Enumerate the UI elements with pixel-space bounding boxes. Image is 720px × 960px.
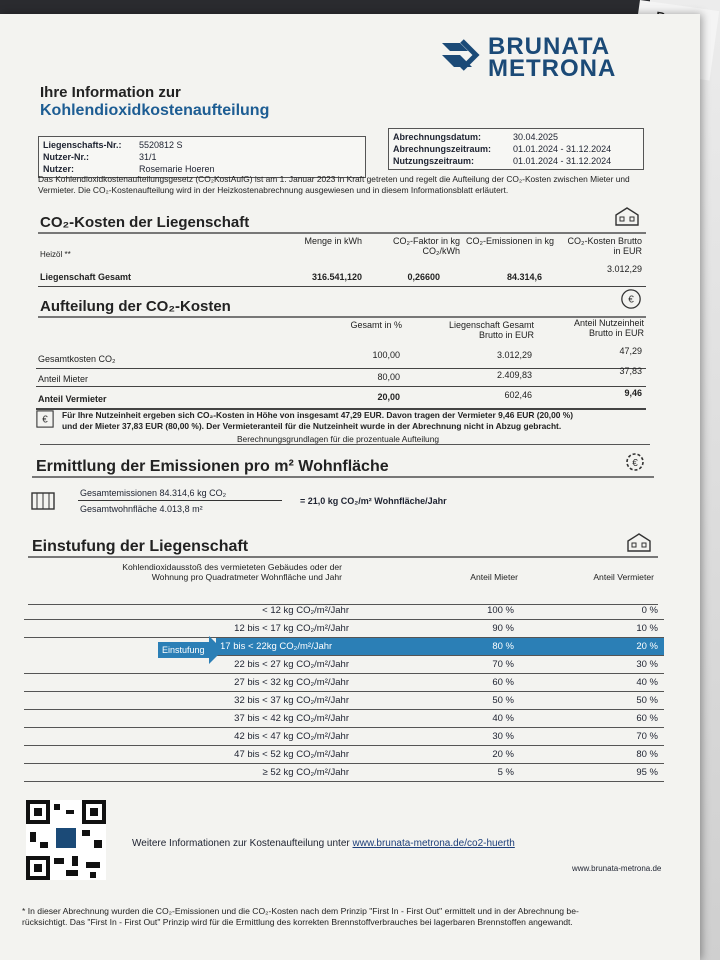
svg-text:€: € — [632, 458, 638, 469]
value-unit: 9,46 — [624, 388, 642, 398]
section-emissions-title: Ermittlung der Emissionen pro m² Wohnfläche — [36, 458, 389, 475]
mieter-cell: 5 % — [497, 767, 514, 778]
qr-code — [26, 800, 106, 880]
value-unit: 37,83 — [619, 366, 642, 376]
table-row — [38, 264, 646, 287]
vermieter-cell: 60 % — [636, 713, 658, 724]
brand-line-2: METRONA — [488, 55, 617, 82]
section-divider — [32, 476, 654, 478]
table-row — [36, 390, 646, 410]
vermieter-cell: 70 % — [636, 731, 658, 742]
value-factor: 0,26600 — [407, 272, 440, 282]
value-pct: 80,00 — [377, 372, 400, 382]
mieter-cell: 40 % — [492, 713, 514, 724]
value-costs: 3.012,29 — [606, 264, 642, 274]
einstufung-marker — [158, 636, 223, 664]
info-label: Liegenschafts-Nr.: — [43, 140, 122, 150]
info-label: Nutzer-Nr.: — [43, 152, 90, 162]
mieter-cell: 50 % — [492, 695, 514, 706]
vermieter-cell: 20 % — [636, 641, 658, 652]
col-header-costs: CO₂-Kosten Brutto in EUR — [567, 236, 642, 256]
more-info-label: Weitere Informationen zur Kostenaufteilung unter — [132, 838, 353, 849]
range-cell: 27 bis < 32 kg CO₂/m²/Jahr — [234, 677, 349, 688]
range-cell: ≥ 52 kg CO₂/m²/Jahr — [262, 767, 349, 778]
value-total: 3.012,29 — [496, 350, 532, 360]
info-value: 31/1 — [139, 152, 157, 162]
result-note-line-1: Für Ihre Nutzeinheit ergeben sich CO₂-Kosten in Höhe von insgesamt 47,29 EUR. Davon tragen der Vermieter 9,46 EUR (20,00 %) — [62, 410, 574, 420]
page-title — [40, 84, 269, 120]
result-note — [62, 410, 662, 432]
vermieter-cell: 10 % — [636, 623, 658, 634]
col-header-total: Liegenschaft Gesamt Brutto in EUR — [448, 320, 534, 340]
vermieter-cell: 40 % — [636, 677, 658, 688]
range-cell: 32 bis < 37 kg CO₂/m²/Jahr — [234, 695, 349, 706]
row-label: Liegenschaft Gesamt — [40, 272, 132, 282]
info-value: 5520812 S — [139, 140, 183, 150]
table-row — [24, 728, 664, 746]
vermieter-cell: 95 % — [636, 767, 658, 778]
fuel-type: Heizöl ** — [40, 250, 71, 259]
formula-denominator: Gesamtwohnfläche 4.013,8 m² — [80, 504, 203, 514]
range-cell: 12 bis < 17 kg CO₂/m²/Jahr — [234, 623, 349, 634]
range-cell: 42 bis < 47 kg CO₂/m²/Jahr — [234, 731, 349, 742]
footnote-line-2: rücksichtigt. Das "First In - First Out" Prinzip wird für die Ermittlung des korrekten Brennstoffverbrauches bei lagerbaren Brennstoffen angewandt. — [22, 917, 573, 927]
info-value: Rosemarie Hoeren — [139, 164, 215, 174]
value-pct: 100,00 — [372, 350, 400, 360]
value-pct: 20,00 — [377, 392, 400, 402]
vermieter-cell: 30 % — [636, 659, 658, 670]
more-info-text — [132, 838, 515, 849]
info-link[interactable]: www.brunata-metrona.de/co2-huerth — [352, 838, 515, 849]
document-sheet — [0, 14, 700, 960]
info-label: Abrechnungsdatum: — [393, 132, 482, 142]
info-label: Abrechnungszeitraum: — [393, 144, 492, 154]
value-menge: 316.541,120 — [311, 272, 362, 282]
mieter-cell: 30 % — [492, 731, 514, 742]
result-note-line-2: und der Mieter 37,83 EUR (80,00 %). Der Vermieteranteil für die Nutzeinheit wurde in der Abrechnung nicht in Abzug gebracht. — [62, 421, 562, 431]
formula-fraction-line — [78, 500, 282, 501]
house-icon — [626, 532, 652, 552]
section-divider — [28, 556, 658, 558]
basis-caption: Berechnungsgrundlagen für die prozentuale Aufteilung — [236, 434, 440, 444]
info-value: 01.01.2024 - 31.12.2024 — [513, 144, 612, 154]
col-header-emissions: CO₂-Emissionen in kg — [465, 236, 554, 246]
range-cell: 17 bis < 22kg CO₂/m²/Jahr — [220, 641, 333, 652]
col-header-mieter: Anteil Mieter — [470, 572, 518, 582]
title-line-1: Ihre Information zur — [40, 84, 181, 101]
intro-paragraph: Das Kohlendioxidkostenaufteilungsgesetz (CO₂KostAufG) ist am 1. Januar 2023 in Kraft getreten und regelt die Aufteilung der CO₂-Kosten zwischen Mieter und Vermieter. Die CO₂-Kostenaufteilung wird in der Heizkostenabrechnung ausgewiesen und in diesem Informationsblatt erläutert. — [38, 174, 630, 195]
col-header-range: Kohlendioxidausstoß des vermieteten Gebäudes oder der Wohnung pro Quadratmeter Wohnfläche und Jahr — [122, 562, 342, 582]
range-cell: < 12 kg CO₂/m²/Jahr — [262, 605, 349, 616]
value-emissions: 84.314,6 — [506, 272, 542, 282]
formula-numerator: Gesamtemissionen 84.314,6 kg CO₂ — [80, 488, 227, 498]
row-label: Anteil Vermieter — [38, 394, 107, 404]
table-row — [24, 656, 664, 674]
info-value: 30.04.2025 — [513, 132, 559, 142]
svg-text:€: € — [42, 414, 48, 426]
section-classification-title: Einstufung der Liegenschaft — [32, 538, 249, 555]
info-box-right — [388, 128, 644, 170]
range-cell: 47 bis < 52 kg CO₂/m²/Jahr — [234, 749, 349, 760]
info-value: 01.01.2024 - 31.12.2024 — [513, 156, 612, 166]
mieter-cell: 80 % — [492, 641, 514, 652]
house-icon — [614, 206, 640, 226]
distribution-header — [38, 318, 646, 342]
footnote-line-1: * In dieser Abrechnung wurden die CO₂-Emissionen und die CO₂-Kosten nach dem Prinzip "First In - First Out" ermittelt und in der Abrechnung be- — [22, 906, 579, 916]
col-header-menge: Menge in kWh — [304, 236, 362, 246]
einstufung-label: Einstufung — [158, 642, 209, 658]
table-row — [24, 764, 664, 782]
vermieter-cell: 0 % — [641, 605, 658, 616]
mieter-cell: 90 % — [492, 623, 514, 634]
brunata-logo-icon — [438, 37, 480, 79]
basis-divider — [40, 444, 650, 445]
col-header-vermieter: Anteil Vermieter — [593, 572, 654, 582]
table-row — [24, 746, 664, 764]
col-header-factor: CO₂-Faktor in kg CO₂/kWh — [392, 236, 460, 256]
website: www.brunata-metrona.de — [572, 864, 662, 873]
value-total: 602,46 — [504, 390, 532, 400]
value-unit: 47,29 — [619, 346, 642, 356]
info-box-left — [38, 136, 366, 178]
col-header-pct: Gesamt in % — [350, 320, 402, 330]
classification-header — [28, 560, 658, 596]
info-label: Nutzungszeitraum: — [393, 156, 474, 166]
mieter-cell: 20 % — [492, 749, 514, 760]
range-cell: 22 bis < 27 kg CO₂/m²/Jahr — [234, 659, 349, 670]
mieter-cell: 60 % — [492, 677, 514, 688]
vermieter-cell: 50 % — [636, 695, 658, 706]
value-total: 2.409,83 — [496, 370, 532, 380]
title-line-2: Kohlendioxidkostenaufteilung — [40, 102, 270, 119]
table-row — [24, 674, 664, 692]
footnote — [22, 906, 682, 928]
radiator-icon — [30, 490, 56, 512]
info-label: Nutzer: — [43, 164, 74, 174]
vermieter-cell: 80 % — [636, 749, 658, 760]
brand-logo — [438, 33, 617, 82]
row-label: Anteil Mieter — [38, 374, 89, 384]
euro-circle-icon — [620, 288, 642, 310]
co2-costs-header — [38, 234, 646, 260]
table-row — [24, 602, 664, 620]
arrow-right-icon — [209, 636, 223, 664]
table-row — [36, 346, 646, 369]
mieter-cell: 70 % — [492, 659, 514, 670]
euro-note-icon — [36, 410, 54, 428]
brand-line-1: BRUNATA — [488, 33, 611, 60]
row-label: Gesamtkosten CO₂ — [38, 354, 116, 364]
col-header-unit: Anteil Nutzeinheit Brutto in EUR — [573, 318, 644, 338]
section-distribution-title: Aufteilung der CO₂-Kosten — [40, 298, 231, 315]
range-cell: 37 bis < 42 kg CO₂/m²/Jahr — [234, 713, 349, 724]
table-row — [216, 638, 664, 656]
formula-result: = 21,0 kg CO₂/m² Wohnfläche/Jahr — [300, 496, 447, 506]
table-row — [24, 710, 664, 728]
table-row — [24, 620, 664, 638]
table-row — [24, 692, 664, 710]
section-co2-costs-title: CO₂-Kosten der Liegenschaft — [40, 214, 250, 231]
mieter-cell: 100 % — [487, 605, 514, 616]
gear-euro-icon — [620, 450, 648, 474]
table-row — [36, 366, 646, 387]
svg-text:€: € — [628, 294, 634, 306]
